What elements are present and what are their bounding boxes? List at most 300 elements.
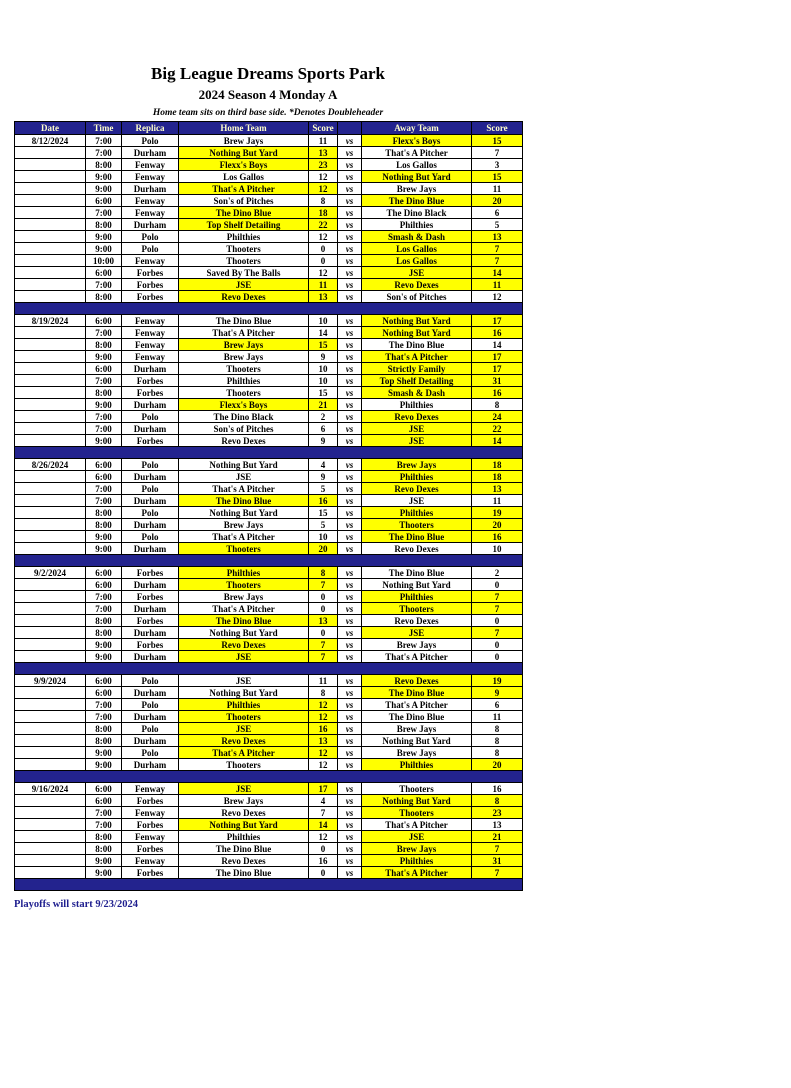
date-cell xyxy=(15,219,86,231)
game-row xyxy=(15,435,523,447)
group-separator xyxy=(15,771,523,783)
vs-cell: vs xyxy=(338,759,362,771)
column-header-time: Time xyxy=(86,122,122,135)
away-score-cell: 16 xyxy=(472,327,523,339)
date-cell xyxy=(15,387,86,399)
date-cell xyxy=(15,351,86,363)
date-cell xyxy=(15,279,86,291)
group-separator-bar xyxy=(15,303,523,315)
replica-cell: Durham xyxy=(122,759,179,771)
vs-cell: vs xyxy=(338,843,362,855)
away-team-cell: Los Gallos xyxy=(362,243,472,255)
vs-cell: vs xyxy=(338,591,362,603)
game-row xyxy=(15,831,523,843)
game-row xyxy=(15,627,523,639)
away-team-cell: Nothing But Yard xyxy=(362,795,472,807)
game-row xyxy=(15,639,523,651)
replica-cell: Fenway xyxy=(122,855,179,867)
home-team-cell: That's A Pitcher xyxy=(179,327,309,339)
away-team-cell: Brew Jays xyxy=(362,723,472,735)
date-cell xyxy=(15,231,86,243)
date-cell xyxy=(15,591,86,603)
vs-cell: vs xyxy=(338,159,362,171)
replica-cell: Fenway xyxy=(122,327,179,339)
replica-cell: Forbes xyxy=(122,279,179,291)
game-row xyxy=(15,291,523,303)
away-score-cell: 18 xyxy=(472,459,523,471)
vs-cell: vs xyxy=(338,687,362,699)
time-cell: 6:00 xyxy=(86,459,122,471)
home-team-cell: Revo Dexes xyxy=(179,639,309,651)
home-score-cell: 13 xyxy=(309,735,338,747)
home-score-cell: 12 xyxy=(309,267,338,279)
replica-cell: Fenway xyxy=(122,783,179,795)
away-score-cell: 8 xyxy=(472,399,523,411)
home-team-cell: Revo Dexes xyxy=(179,291,309,303)
replica-cell: Durham xyxy=(122,603,179,615)
replica-cell: Fenway xyxy=(122,339,179,351)
home-score-cell: 4 xyxy=(309,459,338,471)
replica-cell: Polo xyxy=(122,483,179,495)
home-score-cell: 12 xyxy=(309,699,338,711)
home-score-cell: 7 xyxy=(309,807,338,819)
away-score-cell: 20 xyxy=(472,195,523,207)
game-row xyxy=(15,603,523,615)
vs-cell: vs xyxy=(338,183,362,195)
date-cell xyxy=(15,651,86,663)
time-cell: 10:00 xyxy=(86,255,122,267)
date-cell xyxy=(15,519,86,531)
date-cell xyxy=(15,531,86,543)
away-score-cell: 2 xyxy=(472,567,523,579)
replica-cell: Durham xyxy=(122,543,179,555)
date-cell xyxy=(15,603,86,615)
page-title: Big League Dreams Sports Park xyxy=(151,64,385,83)
home-team-cell: That's A Pitcher xyxy=(179,747,309,759)
game-row xyxy=(15,219,523,231)
away-score-cell: 31 xyxy=(472,375,523,387)
game-row xyxy=(15,651,523,663)
home-team-cell: Flexx's Boys xyxy=(179,399,309,411)
away-score-cell: 11 xyxy=(472,279,523,291)
home-team-cell: Thooters xyxy=(179,711,309,723)
time-cell: 7:00 xyxy=(86,207,122,219)
game-row xyxy=(15,783,523,795)
time-cell: 6:00 xyxy=(86,579,122,591)
game-row xyxy=(15,543,523,555)
vs-cell: vs xyxy=(338,855,362,867)
replica-cell: Durham xyxy=(122,423,179,435)
date-cell xyxy=(15,507,86,519)
game-row xyxy=(15,819,523,831)
home-score-cell: 4 xyxy=(309,795,338,807)
away-team-cell: Philthies xyxy=(362,507,472,519)
away-score-cell: 16 xyxy=(472,783,523,795)
vs-cell: vs xyxy=(338,471,362,483)
away-team-cell: Nothing But Yard xyxy=(362,579,472,591)
home-team-cell: Thooters xyxy=(179,255,309,267)
vs-cell: vs xyxy=(338,615,362,627)
home-team-cell: JSE xyxy=(179,675,309,687)
away-team-cell: Thooters xyxy=(362,807,472,819)
vs-cell: vs xyxy=(338,255,362,267)
away-score-cell: 23 xyxy=(472,807,523,819)
game-row xyxy=(15,723,523,735)
group-separator-bar xyxy=(15,555,523,567)
home-score-cell: 13 xyxy=(309,147,338,159)
date-cell xyxy=(15,639,86,651)
time-cell: 9:00 xyxy=(86,243,122,255)
group-separator-bar xyxy=(15,879,523,891)
home-score-cell: 9 xyxy=(309,471,338,483)
home-score-cell: 12 xyxy=(309,831,338,843)
home-score-cell: 0 xyxy=(309,843,338,855)
replica-cell: Polo xyxy=(122,411,179,423)
home-score-cell: 0 xyxy=(309,603,338,615)
date-cell xyxy=(15,471,86,483)
replica-cell: Polo xyxy=(122,231,179,243)
game-row xyxy=(15,495,523,507)
away-team-cell: Brew Jays xyxy=(362,747,472,759)
time-cell: 7:00 xyxy=(86,375,122,387)
vs-cell: vs xyxy=(338,147,362,159)
game-row xyxy=(15,591,523,603)
away-score-cell: 6 xyxy=(472,699,523,711)
away-score-cell: 11 xyxy=(472,495,523,507)
time-cell: 7:00 xyxy=(86,807,122,819)
away-score-cell: 7 xyxy=(472,243,523,255)
home-score-cell: 16 xyxy=(309,855,338,867)
away-team-cell: Brew Jays xyxy=(362,183,472,195)
home-team-cell: Saved By The Balls xyxy=(179,267,309,279)
away-score-cell: 0 xyxy=(472,639,523,651)
replica-cell: Forbes xyxy=(122,291,179,303)
home-score-cell: 13 xyxy=(309,291,338,303)
vs-cell: vs xyxy=(338,723,362,735)
away-score-cell: 7 xyxy=(472,147,523,159)
away-team-cell: Nothing But Yard xyxy=(362,315,472,327)
vs-cell: vs xyxy=(338,567,362,579)
time-cell: 7:00 xyxy=(86,495,122,507)
game-row xyxy=(15,471,523,483)
replica-cell: Polo xyxy=(122,531,179,543)
home-team-cell: Nothing But Yard xyxy=(179,507,309,519)
date-cell xyxy=(15,579,86,591)
time-cell: 9:00 xyxy=(86,867,122,879)
replica-cell: Fenway xyxy=(122,351,179,363)
game-row xyxy=(15,615,523,627)
away-team-cell: Thooters xyxy=(362,519,472,531)
home-score-cell: 10 xyxy=(309,531,338,543)
away-score-cell: 7 xyxy=(472,843,523,855)
date-cell xyxy=(15,159,86,171)
away-team-cell: Revo Dexes xyxy=(362,411,472,423)
replica-cell: Polo xyxy=(122,459,179,471)
time-cell: 7:00 xyxy=(86,699,122,711)
vs-cell: vs xyxy=(338,519,362,531)
home-score-cell: 5 xyxy=(309,519,338,531)
home-team-cell: Nothing But Yard xyxy=(179,687,309,699)
replica-cell: Forbes xyxy=(122,267,179,279)
schedule-table xyxy=(14,121,523,891)
away-team-cell: Philthies xyxy=(362,591,472,603)
game-row xyxy=(15,735,523,747)
date-cell xyxy=(15,855,86,867)
replica-cell: Forbes xyxy=(122,819,179,831)
home-team-cell: Thooters xyxy=(179,387,309,399)
time-cell: 9:00 xyxy=(86,543,122,555)
away-score-cell: 22 xyxy=(472,423,523,435)
home-team-cell: Nothing But Yard xyxy=(179,459,309,471)
time-cell: 8:00 xyxy=(86,339,122,351)
away-score-cell: 8 xyxy=(472,735,523,747)
replica-cell: Forbes xyxy=(122,387,179,399)
replica-cell: Forbes xyxy=(122,375,179,387)
away-score-cell: 20 xyxy=(472,759,523,771)
home-team-cell: Philthies xyxy=(179,567,309,579)
home-score-cell: 15 xyxy=(309,507,338,519)
home-score-cell: 9 xyxy=(309,351,338,363)
group-separator xyxy=(15,663,523,675)
away-score-cell: 8 xyxy=(472,795,523,807)
time-cell: 7:00 xyxy=(86,711,122,723)
game-row xyxy=(15,159,523,171)
home-score-cell: 5 xyxy=(309,483,338,495)
home-score-cell: 0 xyxy=(309,867,338,879)
home-team-cell: Philthies xyxy=(179,231,309,243)
home-team-cell: Son's of Pitches xyxy=(179,423,309,435)
time-cell: 6:00 xyxy=(86,567,122,579)
vs-cell: vs xyxy=(338,327,362,339)
time-cell: 7:00 xyxy=(86,147,122,159)
home-score-cell: 22 xyxy=(309,219,338,231)
game-row xyxy=(15,747,523,759)
game-row xyxy=(15,759,523,771)
date-cell xyxy=(15,399,86,411)
game-row xyxy=(15,675,523,687)
game-row xyxy=(15,315,523,327)
home-score-cell: 10 xyxy=(309,375,338,387)
home-score-cell: 20 xyxy=(309,543,338,555)
away-score-cell: 19 xyxy=(472,507,523,519)
vs-cell: vs xyxy=(338,351,362,363)
date-cell xyxy=(15,831,86,843)
game-row xyxy=(15,579,523,591)
home-team-cell: Revo Dexes xyxy=(179,807,309,819)
away-team-cell: Los Gallos xyxy=(362,159,472,171)
game-row xyxy=(15,363,523,375)
home-team-cell: That's A Pitcher xyxy=(179,183,309,195)
home-team-cell: The Dino Black xyxy=(179,411,309,423)
time-cell: 7:00 xyxy=(86,279,122,291)
vs-cell: vs xyxy=(338,411,362,423)
date-cell xyxy=(15,435,86,447)
away-score-cell: 7 xyxy=(472,603,523,615)
home-team-cell: Nothing But Yard xyxy=(179,627,309,639)
time-cell: 9:00 xyxy=(86,759,122,771)
home-score-cell: 7 xyxy=(309,651,338,663)
home-team-cell: JSE xyxy=(179,723,309,735)
away-score-cell: 15 xyxy=(472,171,523,183)
away-team-cell: Revo Dexes xyxy=(362,483,472,495)
away-score-cell: 9 xyxy=(472,687,523,699)
game-row xyxy=(15,207,523,219)
home-score-cell: 8 xyxy=(309,687,338,699)
time-cell: 8:00 xyxy=(86,507,122,519)
away-score-cell: 0 xyxy=(472,615,523,627)
away-score-cell: 7 xyxy=(472,867,523,879)
away-score-cell: 17 xyxy=(472,363,523,375)
home-score-cell: 21 xyxy=(309,399,338,411)
home-team-cell: The Dino Blue xyxy=(179,207,309,219)
away-score-cell: 13 xyxy=(472,483,523,495)
home-team-cell: Thooters xyxy=(179,759,309,771)
time-cell: 7:00 xyxy=(86,819,122,831)
time-cell: 9:00 xyxy=(86,531,122,543)
home-team-cell: Nothing But Yard xyxy=(179,819,309,831)
replica-cell: Durham xyxy=(122,735,179,747)
away-score-cell: 19 xyxy=(472,675,523,687)
home-score-cell: 16 xyxy=(309,495,338,507)
replica-cell: Polo xyxy=(122,135,179,147)
home-score-cell: 15 xyxy=(309,387,338,399)
home-score-cell: 16 xyxy=(309,723,338,735)
vs-cell: vs xyxy=(338,543,362,555)
away-team-cell: Los Gallos xyxy=(362,255,472,267)
vs-cell: vs xyxy=(338,387,362,399)
game-row xyxy=(15,375,523,387)
away-team-cell: That's A Pitcher xyxy=(362,819,472,831)
home-score-cell: 0 xyxy=(309,243,338,255)
date-cell xyxy=(15,483,86,495)
home-score-cell: 14 xyxy=(309,819,338,831)
replica-cell: Polo xyxy=(122,507,179,519)
home-score-cell: 0 xyxy=(309,255,338,267)
replica-cell: Fenway xyxy=(122,195,179,207)
time-cell: 6:00 xyxy=(86,687,122,699)
away-team-cell: Thooters xyxy=(362,783,472,795)
vs-cell: vs xyxy=(338,627,362,639)
replica-cell: Fenway xyxy=(122,207,179,219)
game-row xyxy=(15,807,523,819)
vs-cell: vs xyxy=(338,639,362,651)
vs-cell: vs xyxy=(338,135,362,147)
away-team-cell: Revo Dexes xyxy=(362,675,472,687)
away-team-cell: Philthies xyxy=(362,759,472,771)
home-score-cell: 23 xyxy=(309,159,338,171)
replica-cell: Durham xyxy=(122,183,179,195)
away-team-cell: The Dino Blue xyxy=(362,339,472,351)
time-cell: 9:00 xyxy=(86,639,122,651)
replica-cell: Forbes xyxy=(122,867,179,879)
vs-cell: vs xyxy=(338,435,362,447)
home-score-cell: 12 xyxy=(309,231,338,243)
away-team-cell: Thooters xyxy=(362,603,472,615)
away-score-cell: 11 xyxy=(472,183,523,195)
time-cell: 7:00 xyxy=(86,411,122,423)
time-cell: 8:00 xyxy=(86,219,122,231)
schedule-table-head xyxy=(15,122,523,135)
away-team-cell: Philthies xyxy=(362,855,472,867)
game-row xyxy=(15,183,523,195)
date-cell xyxy=(15,687,86,699)
vs-cell: vs xyxy=(338,807,362,819)
away-team-cell: Revo Dexes xyxy=(362,279,472,291)
time-cell: 9:00 xyxy=(86,747,122,759)
time-cell: 9:00 xyxy=(86,435,122,447)
away-team-cell: Smash & Dash xyxy=(362,231,472,243)
home-score-cell: 0 xyxy=(309,591,338,603)
date-cell xyxy=(15,495,86,507)
home-team-cell: Philthies xyxy=(179,699,309,711)
game-row xyxy=(15,459,523,471)
time-cell: 6:00 xyxy=(86,363,122,375)
away-team-cell: The Dino Blue xyxy=(362,195,472,207)
game-row xyxy=(15,147,523,159)
away-score-cell: 14 xyxy=(472,435,523,447)
column-header-date: Date xyxy=(15,122,86,135)
home-team-note: Home team sits on third base side. *Denotes Doubleheader xyxy=(152,108,384,118)
away-score-cell: 17 xyxy=(472,351,523,363)
home-team-cell: JSE xyxy=(179,279,309,291)
away-team-cell: The Dino Blue xyxy=(362,531,472,543)
home-score-cell: 12 xyxy=(309,759,338,771)
replica-cell: Fenway xyxy=(122,315,179,327)
date-cell xyxy=(15,711,86,723)
date-cell xyxy=(15,183,86,195)
away-team-cell: Flexx's Boys xyxy=(362,135,472,147)
home-score-cell: 10 xyxy=(309,315,338,327)
vs-cell: vs xyxy=(338,783,362,795)
home-team-cell: Brew Jays xyxy=(179,519,309,531)
time-cell: 7:00 xyxy=(86,483,122,495)
time-cell: 8:00 xyxy=(86,735,122,747)
home-score-cell: 7 xyxy=(309,639,338,651)
away-score-cell: 0 xyxy=(472,579,523,591)
game-row xyxy=(15,843,523,855)
away-score-cell: 16 xyxy=(472,387,523,399)
date-cell: 8/19/2024 xyxy=(15,315,86,327)
vs-cell: vs xyxy=(338,579,362,591)
date-cell xyxy=(15,723,86,735)
replica-cell: Forbes xyxy=(122,639,179,651)
game-row xyxy=(15,867,523,879)
game-row xyxy=(15,171,523,183)
vs-cell: vs xyxy=(338,495,362,507)
group-separator xyxy=(15,555,523,567)
away-score-cell: 10 xyxy=(472,543,523,555)
home-team-cell: The Dino Blue xyxy=(179,843,309,855)
home-score-cell: 6 xyxy=(309,423,338,435)
page-subtitle: 2024 Season 4 Monday A xyxy=(198,87,338,102)
game-row xyxy=(15,531,523,543)
game-row xyxy=(15,519,523,531)
vs-cell: vs xyxy=(338,699,362,711)
away-score-cell: 0 xyxy=(472,651,523,663)
away-team-cell: Philthies xyxy=(362,399,472,411)
replica-cell: Durham xyxy=(122,627,179,639)
away-score-cell: 24 xyxy=(472,411,523,423)
replica-cell: Polo xyxy=(122,243,179,255)
away-team-cell: That's A Pitcher xyxy=(362,351,472,363)
vs-cell: vs xyxy=(338,459,362,471)
home-team-cell: The Dino Blue xyxy=(179,867,309,879)
column-header-vs xyxy=(338,122,362,135)
vs-cell: vs xyxy=(338,375,362,387)
time-cell: 9:00 xyxy=(86,351,122,363)
time-cell: 9:00 xyxy=(86,399,122,411)
replica-cell: Fenway xyxy=(122,159,179,171)
